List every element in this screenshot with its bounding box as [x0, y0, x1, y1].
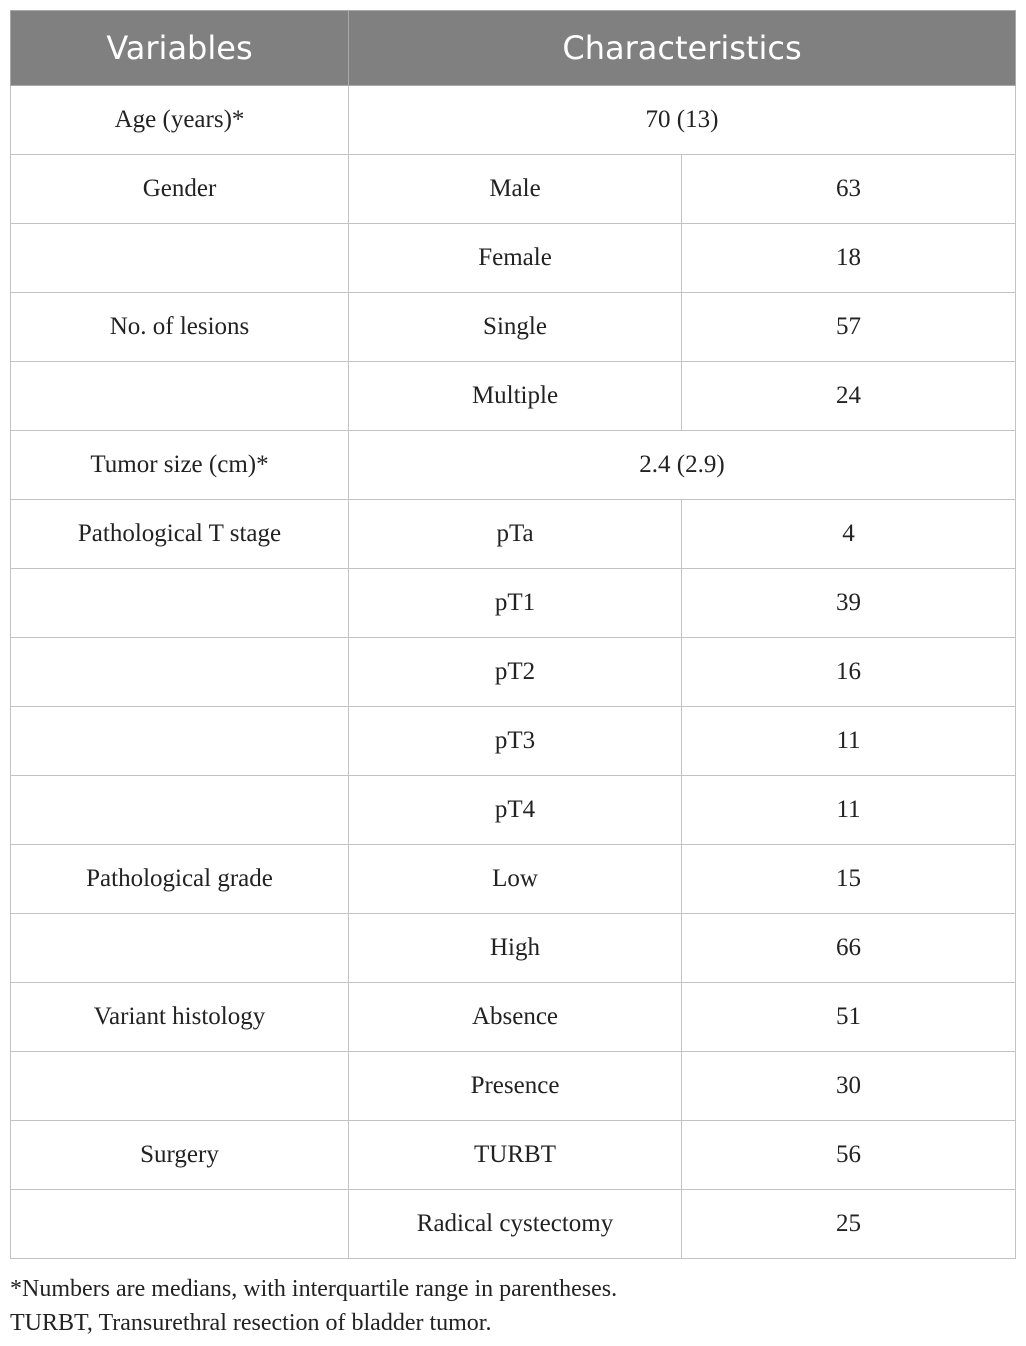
cell-count: 15 [682, 845, 1016, 914]
characteristics-table [10, 10, 1016, 1259]
cell-variable [11, 1190, 349, 1259]
cell-count: 39 [682, 569, 1016, 638]
cell-category: pT4 [349, 776, 682, 845]
table-row [11, 155, 1016, 224]
cell-category: Presence [349, 1052, 682, 1121]
characteristics-table-container [10, 10, 1015, 1259]
cell-category: Multiple [349, 362, 682, 431]
table-row [11, 86, 1016, 155]
cell-category: pTa [349, 500, 682, 569]
cell-count: 24 [682, 362, 1016, 431]
table-row [11, 707, 1016, 776]
table-row [11, 1190, 1016, 1259]
cell-count: 30 [682, 1052, 1016, 1121]
cell-count: 63 [682, 155, 1016, 224]
cell-category: Single [349, 293, 682, 362]
cell-count: 16 [682, 638, 1016, 707]
table-row [11, 431, 1016, 500]
cell-category: pT3 [349, 707, 682, 776]
table-row [11, 914, 1016, 983]
cell-variable: No. of lesions [11, 293, 349, 362]
cell-count: 51 [682, 983, 1016, 1052]
cell-summary-value: 2.4 (2.9) [349, 431, 1016, 500]
cell-count: 11 [682, 776, 1016, 845]
cell-category: Male [349, 155, 682, 224]
cell-variable [11, 362, 349, 431]
cell-variable: Surgery [11, 1121, 349, 1190]
table-row [11, 1121, 1016, 1190]
cell-category: pT1 [349, 569, 682, 638]
table-row [11, 569, 1016, 638]
header-variables: Variables [11, 11, 349, 86]
table-row [11, 293, 1016, 362]
table-row [11, 776, 1016, 845]
cell-category: Absence [349, 983, 682, 1052]
table-row [11, 845, 1016, 914]
cell-count: 57 [682, 293, 1016, 362]
table-row [11, 500, 1016, 569]
table-row [11, 638, 1016, 707]
cell-category: pT2 [349, 638, 682, 707]
table-row [11, 983, 1016, 1052]
table-row [11, 224, 1016, 293]
cell-variable [11, 707, 349, 776]
cell-category: Female [349, 224, 682, 293]
header-characteristics: Characteristics [349, 11, 1016, 86]
cell-summary-value: 70 (13) [349, 86, 1016, 155]
cell-category: TURBT [349, 1121, 682, 1190]
cell-count: 18 [682, 224, 1016, 293]
footnote-median: *Numbers are medians, with interquartile range in parentheses. [10, 1276, 618, 1302]
cell-variable [11, 914, 349, 983]
table-row [11, 1052, 1016, 1121]
cell-variable: Pathological T stage [11, 500, 349, 569]
table-footnotes [10, 1272, 617, 1340]
cell-variable [11, 1052, 349, 1121]
cell-variable: Gender [11, 155, 349, 224]
cell-count: 4 [682, 500, 1016, 569]
table-row [11, 362, 1016, 431]
footnote-abbreviation: TURBT, Transurethral resection of bladder tumor. [10, 1310, 492, 1336]
cell-count: 66 [682, 914, 1016, 983]
table-header-row [11, 11, 1016, 86]
cell-variable: Pathological grade [11, 845, 349, 914]
cell-variable [11, 224, 349, 293]
cell-count: 11 [682, 707, 1016, 776]
cell-variable [11, 776, 349, 845]
cell-category: Low [349, 845, 682, 914]
cell-category: High [349, 914, 682, 983]
cell-count: 56 [682, 1121, 1016, 1190]
cell-variable: Age (years)* [11, 86, 349, 155]
cell-category: Radical cystectomy [349, 1190, 682, 1259]
table-body [11, 86, 1016, 1259]
cell-variable: Tumor size (cm)* [11, 431, 349, 500]
cell-variable [11, 638, 349, 707]
cell-variable [11, 569, 349, 638]
cell-count: 25 [682, 1190, 1016, 1259]
cell-variable: Variant histology [11, 983, 349, 1052]
